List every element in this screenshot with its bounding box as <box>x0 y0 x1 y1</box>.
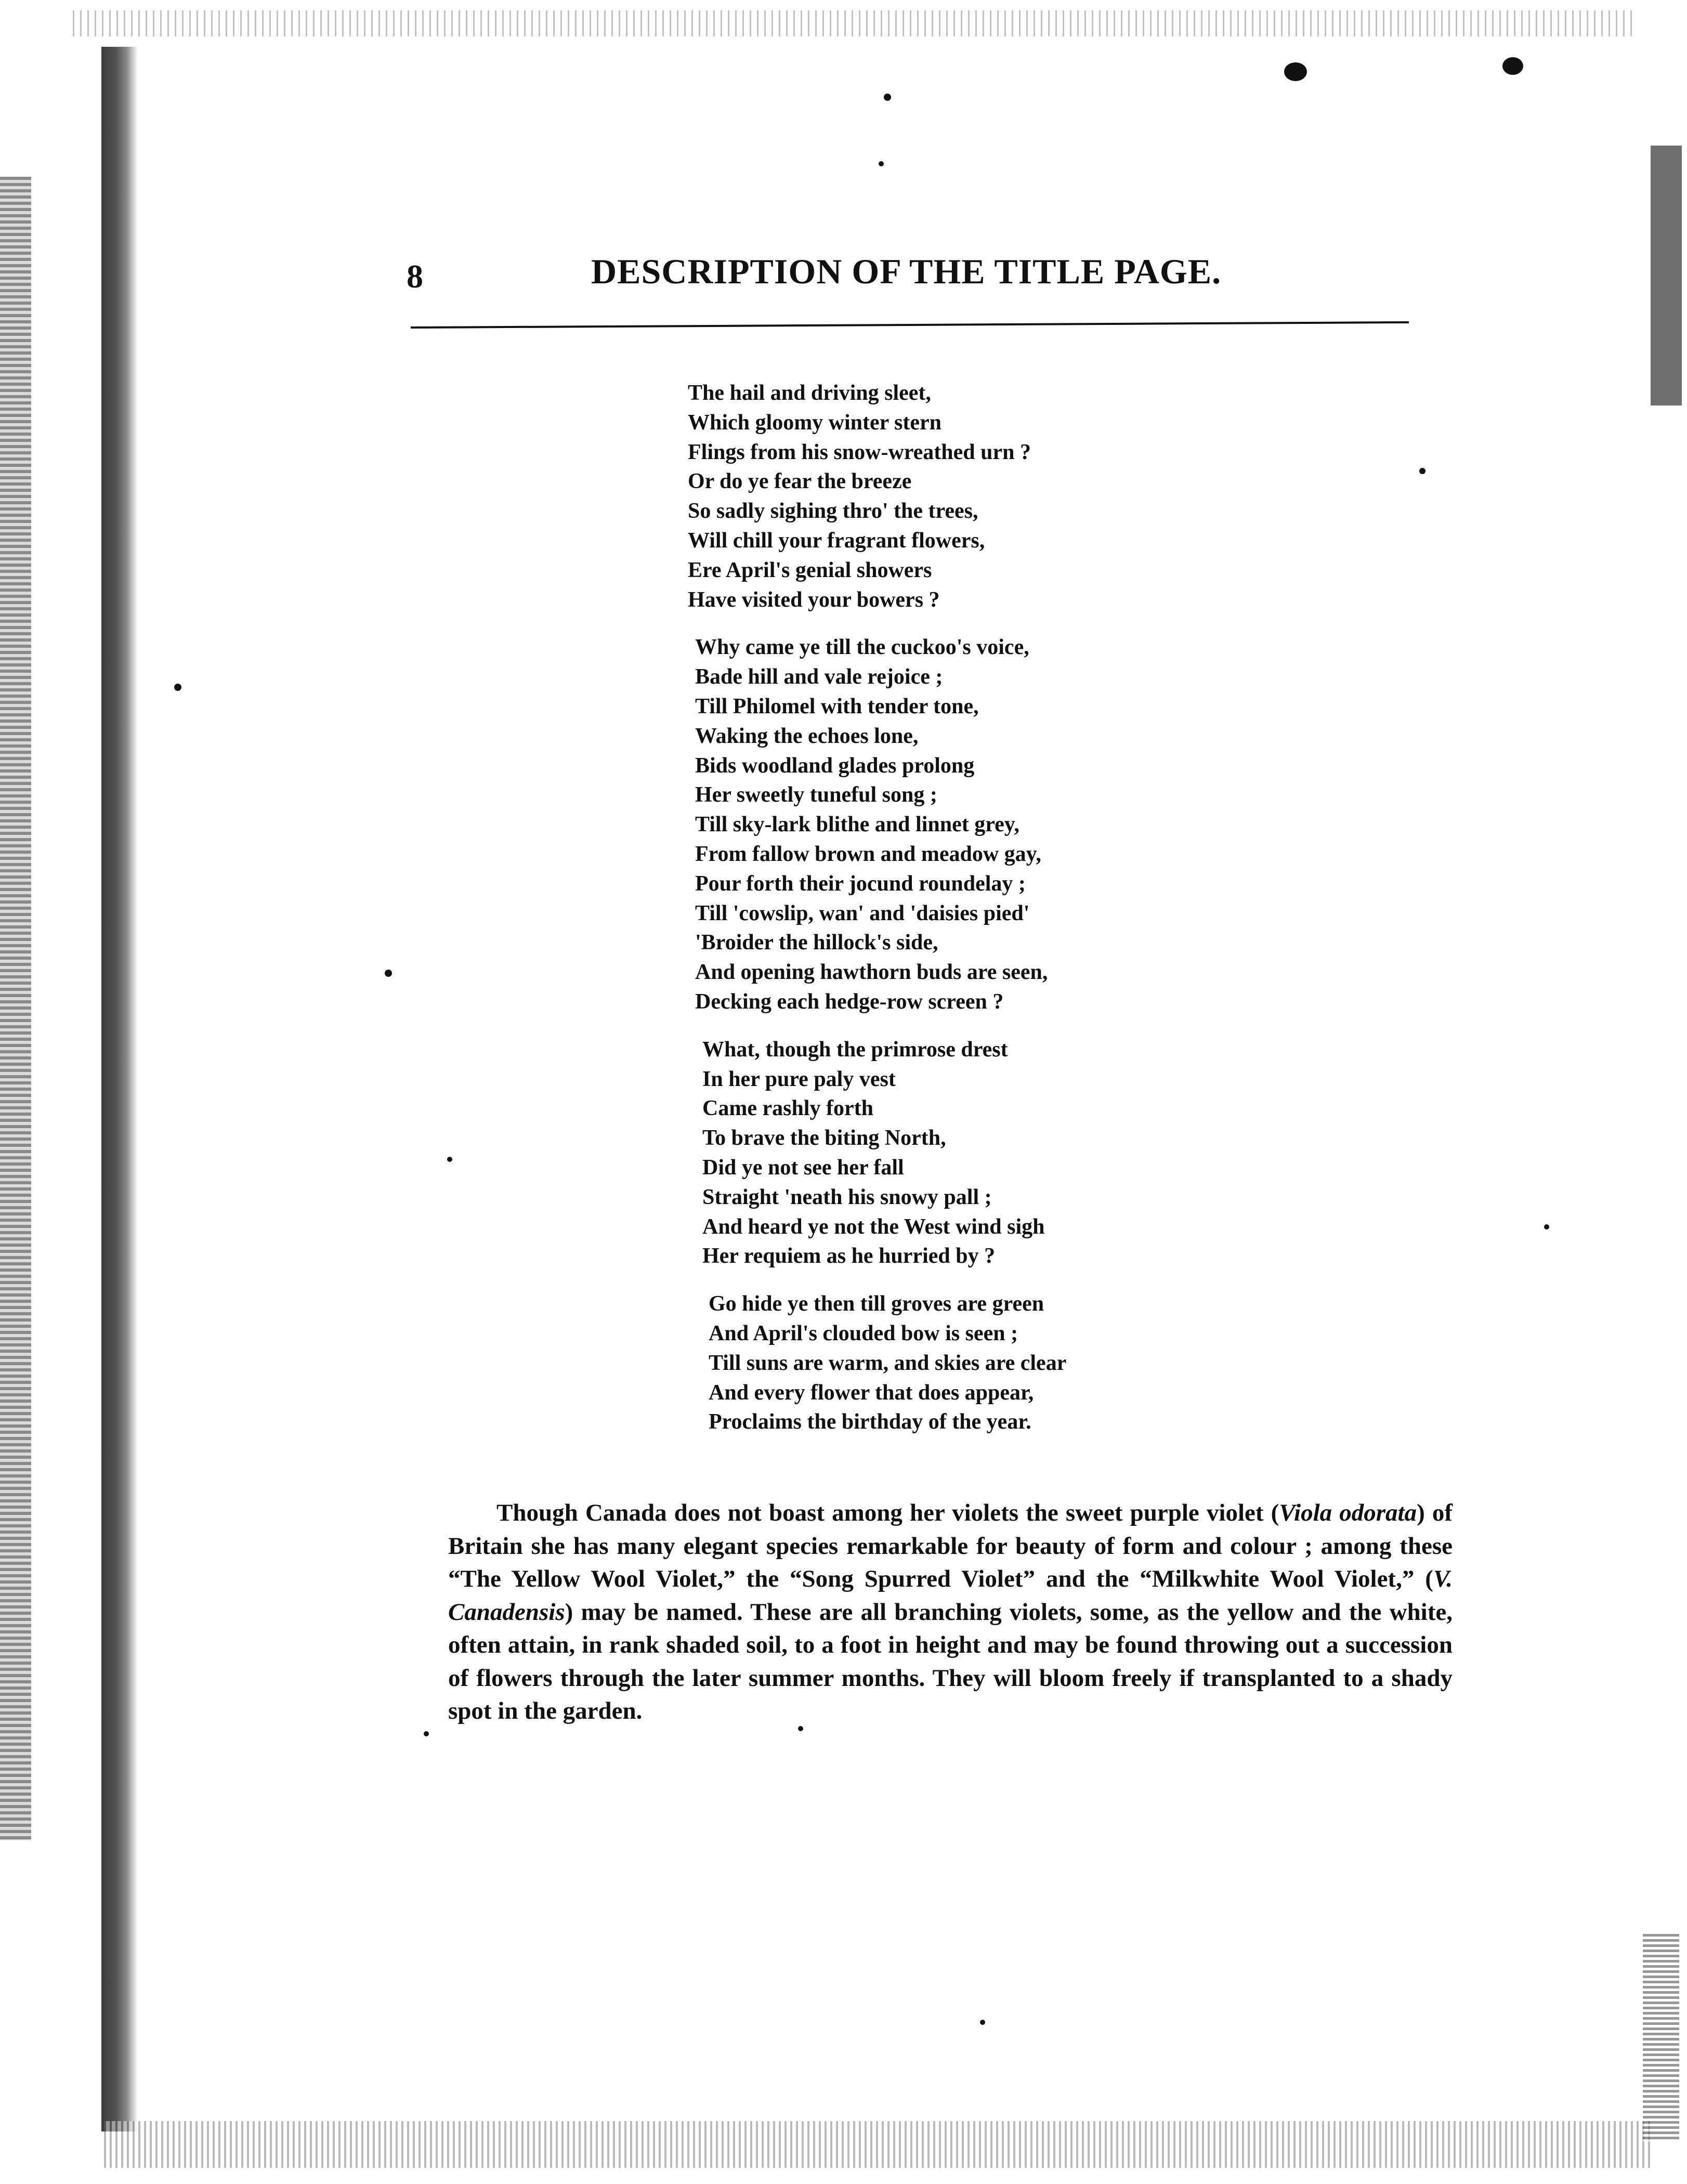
poem-line: Waking the echoes lone, <box>695 724 919 748</box>
running-head: DESCRIPTION OF THE TITLE PAGE. <box>591 252 1222 291</box>
poem-stanza-2 <box>688 633 1364 1016</box>
poem-line: Came rashly forth <box>702 1096 873 1121</box>
header-rule <box>411 321 1409 329</box>
scan-speck <box>879 161 884 166</box>
poem-line: Till sky-lark blithe and linnet grey, <box>695 813 1019 837</box>
prose-text: Though Canada does not boast among her violets the sweet purple violet ( <box>496 1499 1279 1526</box>
poem-line: And heard ye not the West wind sigh <box>702 1214 1045 1239</box>
poem-line: Bade hill and vale rejoice ; <box>695 665 943 689</box>
scan-speck <box>884 94 891 101</box>
poem-line: Or do ye fear the breeze <box>688 469 912 494</box>
poem-stanza-4 <box>688 1289 1364 1437</box>
prose-paragraph <box>448 1497 1453 1728</box>
poem-line: And every flower that does appear, <box>709 1380 1034 1405</box>
poem-line: Have visited your bowers ? <box>688 587 940 612</box>
scan-edge-right <box>1651 146 1682 406</box>
prose-text: ) of Britain she has many elegant species remarkable for beauty of form and colour ; among these “The Yellow Wool Violet,” the “Song Spurred Violet” and the “Milkwhite Wool Violet,” ( <box>448 1499 1453 1592</box>
scan-edge-bottom <box>104 2121 1653 2168</box>
poem-line: Flings from his snow-wreathed urn ? <box>688 440 1031 464</box>
poem-line: Why came ye till the cuckoo's voice, <box>695 635 1029 660</box>
scan-speck <box>174 684 181 691</box>
poem-line: And April's clouded bow is seen ; <box>709 1321 1018 1345</box>
poem-line: Till Philomel with tender tone, <box>695 694 979 718</box>
poem-line: 'Broider the hillock's side, <box>695 931 938 955</box>
poem <box>688 378 1364 1455</box>
scan-speck <box>424 1731 429 1736</box>
scan-edge-left-outer <box>0 177 31 1840</box>
scan-speck <box>1284 62 1307 81</box>
poem-line: From fallow brown and meadow gay, <box>695 842 1041 866</box>
poem-line: Which gloomy winter stern <box>688 410 942 435</box>
scan-speck <box>447 1157 452 1162</box>
poem-line: Proclaims the birthday of the year. <box>709 1410 1031 1434</box>
poem-line: Straight 'neath his snowy pall ; <box>702 1185 992 1209</box>
poem-line: The hail and driving sleet, <box>688 381 931 405</box>
poem-line: And opening hawthorn buds are seen, <box>695 960 1048 985</box>
poem-line: So sadly sighing thro' the trees, <box>688 499 978 524</box>
poem-line: Did ye not see her fall <box>702 1155 904 1180</box>
scan-speck <box>385 970 392 977</box>
poem-line: To brave the biting North, <box>702 1126 946 1150</box>
poem-line: Her requiem as he hurried by ? <box>702 1244 996 1268</box>
scan-edge-top <box>73 10 1632 36</box>
poem-stanza-1 <box>688 378 1364 614</box>
poem-line: What, though the primrose drest <box>702 1037 1008 1062</box>
poem-line: Decking each hedge-row screen ? <box>695 989 1004 1014</box>
poem-line: Pour forth their jocund roundelay ; <box>695 871 1026 896</box>
poem-line: Will chill your fragrant flowers, <box>688 528 985 553</box>
poem-line: Till suns are warm, and skies are clear <box>709 1351 1067 1375</box>
poem-line: Go hide ye then till groves are green <box>709 1292 1044 1316</box>
poem-line: Ere April's genial showers <box>688 558 932 582</box>
scan-speck <box>980 2020 985 2025</box>
poem-stanza-3 <box>688 1035 1364 1271</box>
poem-line: Bids woodland glades prolong <box>695 753 975 778</box>
prose-text: ) may be named. These are all branching violets, some, as the yellow and the white, often attain, in rank shaded soil, to a foot in height and may be found throwing out a succession of flowers through the later summer months. They will bloom freely if transplanted to a shady spot in the garden. <box>448 1598 1453 1724</box>
scan-speck <box>1419 468 1426 474</box>
scan-speck <box>1544 1224 1549 1230</box>
poem-line: Her sweetly tuneful song ; <box>695 783 937 807</box>
poem-line: In her pure paly vest <box>702 1067 896 1091</box>
prose-italic-species: V. Canadensis <box>448 1565 1453 1626</box>
scan-binding-shadow <box>101 47 138 2131</box>
scan-edge-right-bottom <box>1643 1934 1679 2142</box>
poem-line: Till 'cowslip, wan' and 'daisies pied' <box>695 901 1030 925</box>
prose-italic-species: Viola odorata <box>1279 1499 1417 1526</box>
page-number: 8 <box>407 258 423 295</box>
scan-speck <box>1502 57 1523 75</box>
